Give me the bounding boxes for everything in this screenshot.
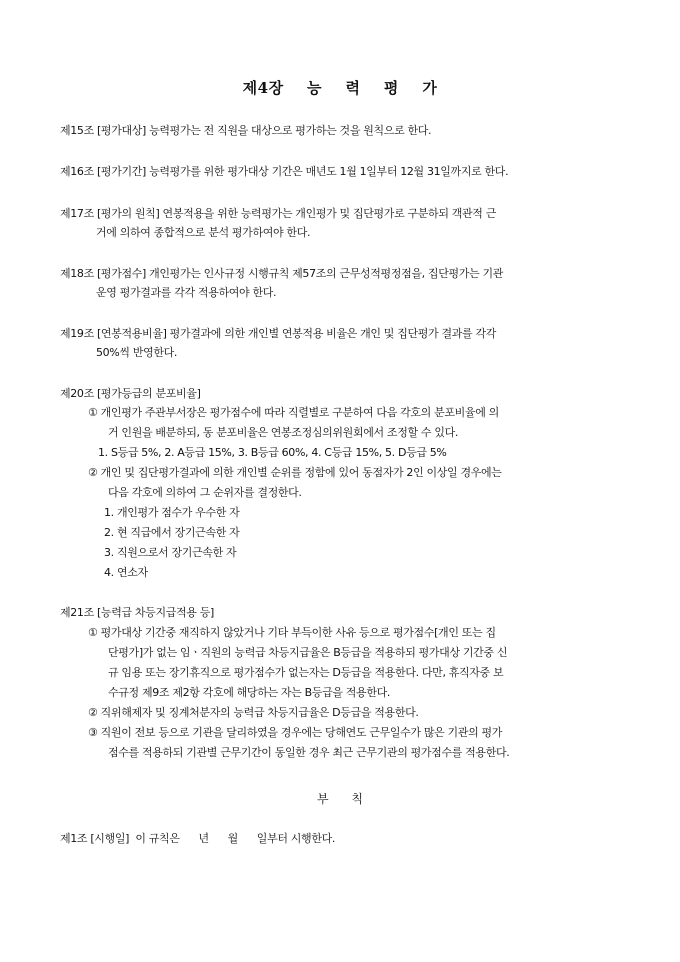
article-21-heading: 제21조 [능력급 차등지급적용 등] xyxy=(60,606,214,619)
article-20-tiebreak-item-1: 1. 개인평가 점수가 우수한 자 xyxy=(104,506,240,519)
article-21-clause-1-line-4: 수규정 제9조 제2항 각호에 해당하는 자는 B등급을 적용한다. xyxy=(108,686,391,699)
article-20-tiebreak-item-2: 2. 현 직급에서 장기근속한 자 xyxy=(104,526,240,539)
article-21-clause-2: ② 직위해제자 및 징계처분자의 능력급 차등지급율은 D등급을 적용한다. xyxy=(88,706,419,719)
article-17-line-1: 제17조 [평가의 원칙] 연봉적용을 위한 능력평가는 개인평가 및 집단평가로 구분하되 객관적 근 xyxy=(60,207,497,220)
article-21-clause-1-line-3: 규 임용 또는 장기휴직으로 평가점수가 없는자는 D등급을 적용한다. 다만, 휴직자중 보 xyxy=(108,666,504,679)
article-21-clause-3-line-1: ③ 직원이 전보 등으로 기관을 달리하였을 경우에는 당해연도 근무일수가 많은 기관의 평가 xyxy=(88,726,503,739)
article-19-line-1: 제19조 [연봉적용비율] 평가결과에 의한 개인별 연봉적용 비율은 개인 및 집단평가 결과를 각각 xyxy=(60,327,497,340)
article-21-clause-1-line-1: ① 평가대상 기간중 재직하지 않았거나 기타 부득이한 사유 등으로 평가점수[개인 또는 집 xyxy=(88,626,496,639)
chapter-title: 제4장 능 력 평 가 xyxy=(242,79,438,97)
article-20-grade-distribution: 1. S등급 5%, 2. A등급 15%, 3. B등급 60%, 4. C등급 15%, 5. D등급 5% xyxy=(98,446,447,459)
article-16: 제16조 [평가기간] 능력평가를 위한 평가대상 기간은 매년도 1월 1일부터 12월 31일까지로 한다. xyxy=(60,165,509,178)
article-20-heading: 제20조 [평가등급의 분포비율] xyxy=(60,387,201,400)
article-21-clause-3-line-2: 점수를 적용하되 기관별 근무기간이 동일한 경우 최근 근무기관의 평가점수를 적용한다. xyxy=(108,746,510,759)
article-20-clause-2-line-1: ② 개인 및 집단평가결과에 의한 개인별 순위를 정함에 있어 동점자가 2인 이상일 경우에는 xyxy=(88,466,502,479)
article-18-line-1: 제18조 [평가점수] 개인평가는 인사규정 시행규칙 제57조의 근무성적평정점을, 집단평가는 기관 xyxy=(60,267,504,280)
article-17-line-2: 거에 의하여 종합적으로 분석 평가하여야 한다. xyxy=(96,226,311,239)
article-20-clause-2-line-2: 다음 각호에 의하여 그 순위자를 결정한다. xyxy=(108,486,302,499)
addendum-title: 부 칙 xyxy=(316,792,364,806)
article-19-line-2: 50%씩 반영한다. xyxy=(96,346,178,359)
article-20-tiebreak-item-4: 4. 연소자 xyxy=(104,566,148,579)
article-21-clause-1-line-2: 단평가]가 없는 임ㆍ직원의 능력급 차등지급율은 B등급을 적용하되 평가대상 기간중 신 xyxy=(108,646,508,659)
addendum-article-1: 제1조 [시행일] 이 규칙은 년 월 일부터 시행한다. xyxy=(60,832,336,845)
article-20-clause-1-line-2: 거 인원을 배분하되, 동 분포비율은 연봉조정심의위원회에서 조정할 수 있다. xyxy=(108,426,459,439)
article-20-clause-1-line-1: ① 개인평가 주관부서장은 평가점수에 따라 직렬별로 구분하여 다음 각호의 분포비율에 의 xyxy=(88,406,499,419)
article-20-tiebreak-item-3: 3. 직원으로서 장기근속한 자 xyxy=(104,546,237,559)
article-18-line-2: 운영 평가결과를 각각 적용하여야 한다. xyxy=(96,286,277,299)
article-15: 제15조 [평가대상] 능력평가는 전 직원을 대상으로 평가하는 것을 원칙으로 한다. xyxy=(60,124,432,137)
